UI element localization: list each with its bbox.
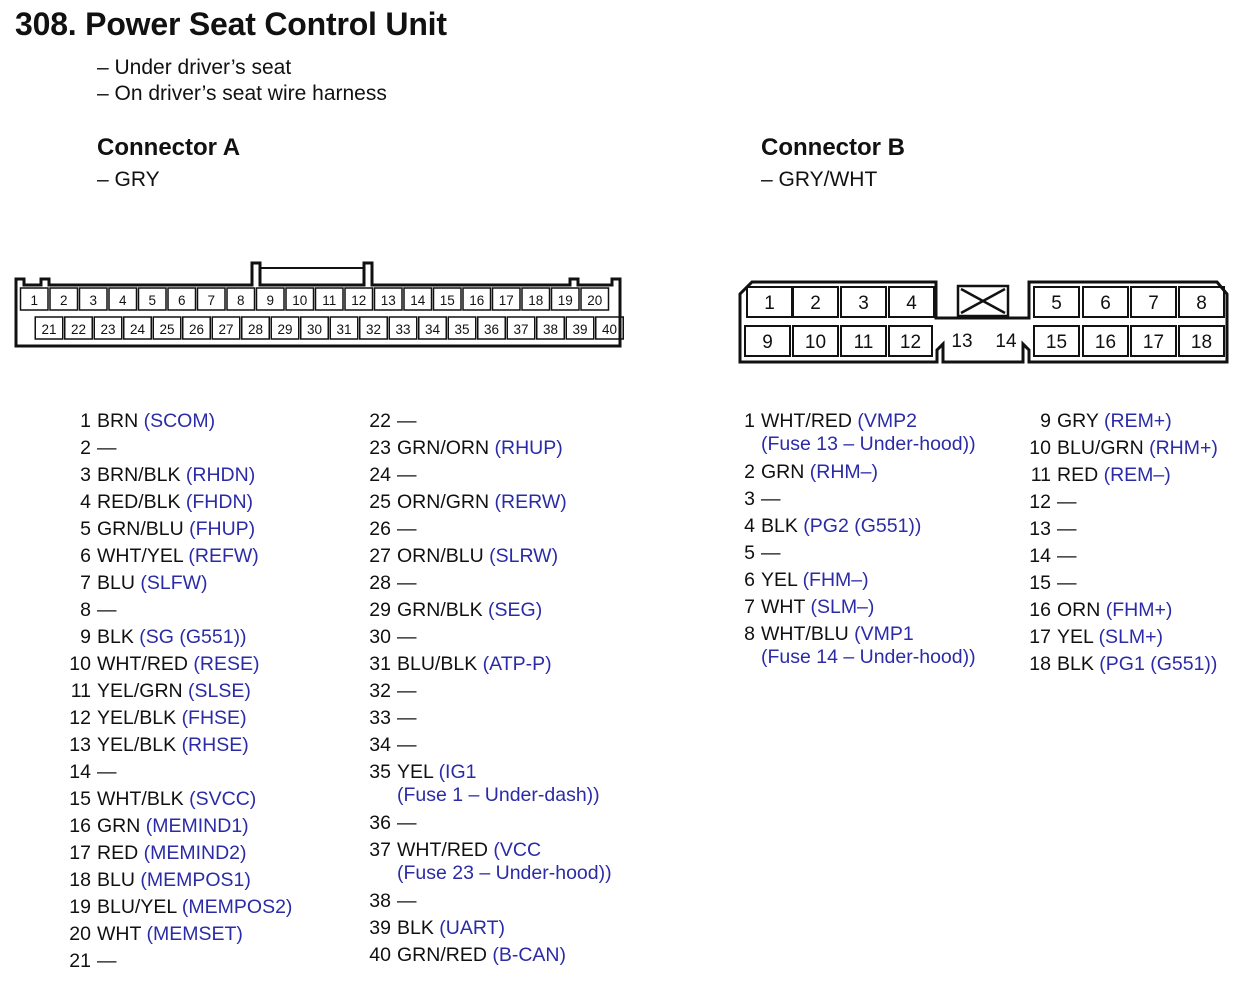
connector-a-cavity-label: 34 [424, 322, 441, 337]
pin-row [728, 621, 914, 648]
wire-color: BLU/BLK [397, 653, 478, 675]
connector-a-cavity-label: 28 [247, 322, 264, 337]
wire-color: YEL [1057, 626, 1094, 648]
wire-color: WHT [761, 596, 806, 618]
wire-color: — [1057, 572, 1077, 594]
wire-color: — [1057, 518, 1077, 540]
pin-row [728, 540, 781, 567]
pin-row [364, 570, 417, 597]
connector-a-cavity-label: 21 [41, 322, 57, 337]
pin-number: 16 [69, 815, 91, 837]
pin-number: 18 [69, 869, 91, 891]
signal-name: (SLSE) [188, 680, 251, 702]
wire-color: BLU/GRN [1057, 437, 1144, 459]
signal-name: (MEMIND2) [143, 842, 247, 864]
pin-number: 34 [369, 734, 391, 756]
wire-color: YEL/BLK [97, 707, 177, 729]
wire-color: WHT/RED [761, 410, 852, 432]
pin-row [364, 732, 417, 759]
connector-a-cavity-label: 4 [118, 293, 127, 308]
wire-color: GRN [97, 815, 141, 837]
pin-row [64, 597, 117, 624]
pin-number: 14 [1029, 545, 1051, 567]
pin-row [64, 543, 259, 570]
wire-color: — [97, 599, 117, 621]
wire-color: — [97, 437, 117, 459]
connector-b-cavity-label: 15 [1045, 332, 1068, 353]
pin-row [64, 813, 249, 840]
wire-color: — [761, 542, 781, 564]
connector-a-cavity-label: 40 [601, 322, 618, 337]
pin-number: 8 [80, 599, 91, 621]
connector-a-cavity-label: 7 [207, 293, 216, 308]
signal-name: (SG (G551)) [139, 626, 247, 648]
signal-name: (PG1 (G551)) [1099, 653, 1218, 675]
pin-row [364, 837, 541, 864]
wire-color: GRY [1057, 410, 1099, 432]
pin-number: 3 [744, 488, 755, 510]
signal-name: (SLRW) [489, 545, 559, 567]
pin-number: 3 [80, 464, 91, 486]
connector-a-cavity-label: 26 [188, 322, 205, 337]
wire-color: YEL [761, 569, 798, 591]
pin-number: 10 [1029, 437, 1051, 459]
connector-b-face [730, 270, 1230, 370]
signal-name: (MEMIND1) [145, 815, 249, 837]
pin-row [728, 459, 878, 486]
wire-color: BRN/BLK [97, 464, 181, 486]
pin-row [364, 624, 417, 651]
connector-b-cavity-label: 7 [1148, 293, 1159, 314]
signal-name: (MEMSET) [146, 923, 243, 945]
signal-name: (SVCC) [189, 788, 257, 810]
location-under-seat: – Under driver’s seat [97, 56, 292, 79]
pin-row [364, 408, 417, 435]
pin-number: 17 [1029, 626, 1051, 648]
wire-color: — [97, 761, 117, 783]
pin-number: 35 [369, 761, 391, 783]
signal-name: (RHUP) [494, 437, 563, 459]
location-wire-harness: – On driver’s seat wire harness [97, 82, 387, 105]
wire-color: — [397, 572, 417, 594]
pin-number: 26 [369, 518, 391, 540]
connector-b-title: Connector B [761, 134, 905, 161]
signal-name: (FHDN) [185, 491, 254, 513]
connector-b-cavity-label: 13 [951, 331, 973, 352]
signal-name: (RHM+) [1149, 437, 1218, 459]
connector-a-cavity-label: 37 [513, 322, 529, 337]
connector-a-face [0, 0, 640, 360]
pin-row [1024, 489, 1077, 516]
wire-color: — [397, 707, 417, 729]
connector-b-cavity-label: 12 [899, 332, 922, 353]
wire-color: BLK [97, 626, 134, 648]
pin-number: 37 [369, 839, 391, 861]
signal-name: (MEMPOS1) [140, 869, 251, 891]
pin-row [364, 759, 477, 786]
connector-b-cavity-label: 6 [1100, 293, 1111, 314]
pin-number: 1 [80, 410, 91, 432]
signal-name: (REFW) [188, 545, 259, 567]
pin-row [64, 489, 253, 516]
connector-a-cavity-label: 16 [469, 293, 485, 308]
connector-a-cavity-label: 11 [322, 293, 337, 308]
pin-number: 15 [1029, 572, 1051, 594]
connector-a-cavity-label: 8 [236, 293, 245, 308]
pin-number: 25 [369, 491, 391, 513]
pin-number: 32 [369, 680, 391, 702]
signal-name: (B-CAN) [492, 944, 567, 966]
connector-a-cavity-label: 33 [395, 322, 411, 337]
pin-row [64, 948, 117, 975]
pin-row [64, 732, 249, 759]
pin-row [728, 594, 874, 621]
connector-a-cavity-label: 29 [277, 322, 293, 337]
pin-number: 22 [369, 410, 391, 432]
pin-number: 40 [369, 944, 391, 966]
wire-color: WHT/BLU [761, 623, 849, 645]
signal-name: (RERW) [494, 491, 567, 513]
wire-color: GRN [761, 461, 805, 483]
signal-name: (SLM+) [1098, 626, 1164, 648]
pin-number: 15 [69, 788, 91, 810]
pin-row [64, 570, 208, 597]
wire-color: BRN [97, 410, 139, 432]
connector-a-cavity-label: 31 [336, 322, 352, 337]
signal-name: (VMP1 [854, 623, 914, 645]
connector-a-cavity-label: 15 [439, 293, 455, 308]
pin-row [1024, 435, 1218, 462]
signal-name: (UART) [439, 917, 505, 939]
pin-number: 39 [369, 917, 391, 939]
pin-row [1024, 570, 1077, 597]
pin-number: 17 [69, 842, 91, 864]
pin-row [1024, 651, 1217, 678]
pin-number: 7 [80, 572, 91, 594]
wire-color: BLK [397, 917, 434, 939]
pin-row [1024, 462, 1171, 489]
wire-color: BLK [761, 515, 798, 537]
connector-a-cavity-label: 18 [528, 293, 544, 308]
wire-color: YEL/GRN [97, 680, 183, 702]
wire-color: — [761, 488, 781, 510]
pin-number: 28 [369, 572, 391, 594]
connector-b-cavity-label: 10 [804, 332, 827, 353]
connector-a-cavity-label: 25 [159, 322, 175, 337]
wire-color: ORN [1057, 599, 1101, 621]
pin-number: 19 [69, 896, 91, 918]
connector-a-cavity-label: 19 [557, 293, 573, 308]
pin-row [64, 840, 247, 867]
pin-row [728, 486, 781, 513]
wire-color: — [1057, 491, 1077, 513]
connector-a-cavity-label: 38 [542, 322, 559, 337]
pin-number: 33 [369, 707, 391, 729]
signal-name: (RHM–) [809, 461, 879, 483]
wire-color: — [397, 890, 417, 912]
pin-row [64, 759, 117, 786]
wire-color: — [397, 626, 417, 648]
pin-row [1024, 408, 1172, 435]
pin-row [64, 624, 247, 651]
pin-row [64, 516, 255, 543]
pin-number: 14 [69, 761, 91, 783]
connector-b-cavity-label: 2 [810, 293, 821, 314]
page-title: 308. Power Seat Control Unit [15, 6, 447, 42]
connector-a-cavity-label: 6 [177, 293, 186, 308]
pin-number: 21 [69, 950, 91, 972]
pin-row [364, 651, 552, 678]
connector-a-cavity-label: 1 [30, 293, 39, 308]
connector-a-cavity-label: 14 [410, 293, 426, 308]
pin-number: 31 [369, 653, 391, 675]
pin-number: 9 [80, 626, 91, 648]
wire-color: RED [1057, 464, 1099, 486]
pin-number: 7 [744, 596, 755, 618]
pin-number: 30 [369, 626, 391, 648]
connector-b-cavity-label: 3 [858, 293, 869, 314]
connector-b-key [958, 286, 1008, 316]
wire-color: — [397, 734, 417, 756]
pin-row [1024, 624, 1163, 651]
pin-number: 20 [69, 923, 91, 945]
signal-name: (PG2 (G551)) [803, 515, 922, 537]
pin-number: 13 [1029, 518, 1051, 540]
signal-name: (REM+) [1103, 410, 1172, 432]
signal-name: (FHSE) [181, 707, 247, 729]
wire-color: RED/BLK [97, 491, 181, 513]
pin-row [364, 915, 505, 942]
pin-row [364, 516, 417, 543]
pin-row [364, 942, 566, 969]
wire-color: ORN/GRN [397, 491, 490, 513]
connector-a-cavity-label: 27 [218, 322, 234, 337]
wire-color: — [397, 518, 417, 540]
connector-a-cavity-label: 30 [306, 322, 323, 337]
signal-name: (MEMPOS2) [181, 896, 293, 918]
connector-a-cavity-label: 13 [380, 293, 396, 308]
wire-color: GRN/RED [397, 944, 487, 966]
pin-number: 11 [70, 680, 91, 702]
pin-number: 9 [1040, 410, 1051, 432]
wire-color: GRN/BLK [397, 599, 483, 621]
signal-name: (RHDN) [185, 464, 256, 486]
signal-name: (SLFW) [140, 572, 208, 594]
pin-number: 29 [369, 599, 391, 621]
pin-row [64, 651, 260, 678]
pin-row [64, 462, 255, 489]
connector-b-cavity-label: 18 [1190, 332, 1213, 353]
pin-row [728, 513, 921, 540]
signal-name: (SCOM) [143, 410, 216, 432]
connector-b-cavity-label: 9 [762, 332, 773, 353]
signal-name: (VMP2 [857, 410, 918, 432]
connector-b-cavity-label: 16 [1094, 332, 1117, 353]
pin-number: 38 [369, 890, 391, 912]
pin-number: 8 [744, 623, 755, 645]
pin-number: 10 [69, 653, 91, 675]
pin-row [64, 435, 117, 462]
wire-color: — [397, 410, 417, 432]
signal-name: (RHSE) [181, 734, 249, 756]
connector-a-cavity-label: 3 [89, 293, 98, 308]
connector-a-cavity-label: 24 [129, 322, 146, 337]
pin-number: 12 [1029, 491, 1051, 513]
pin-number: 24 [369, 464, 391, 486]
wire-color: — [397, 464, 417, 486]
signal-name: (IG1 [438, 761, 477, 783]
pin-number: 36 [369, 812, 391, 834]
pin-number: 27 [369, 545, 391, 567]
wire-color: YEL [397, 761, 434, 783]
pin-row [64, 921, 243, 948]
wire-color: YEL/BLK [97, 734, 177, 756]
pin-row [364, 888, 417, 915]
wire-color: BLU [97, 869, 135, 891]
wire-color: RED [97, 842, 139, 864]
pin-row [64, 894, 292, 921]
pin-row [64, 786, 256, 813]
pin-row [1024, 597, 1172, 624]
pin-number: 1 [744, 410, 755, 432]
pin-row [364, 597, 542, 624]
pin-row [364, 489, 567, 516]
connector-b-cavity-label: 11 [853, 332, 874, 353]
connector-b-cavity-label: 5 [1051, 293, 1062, 314]
connector-a-cavity-label: 5 [148, 293, 157, 308]
wire-color: WHT/BLK [97, 788, 184, 810]
pin-row [728, 567, 869, 594]
connector-a-cavity-label: 35 [454, 322, 470, 337]
connector-b-cavity-label: 17 [1142, 332, 1165, 353]
pin-number: 23 [369, 437, 391, 459]
pin-number: 18 [1029, 653, 1051, 675]
signal-name: (FHM+) [1105, 599, 1173, 621]
pin-row [364, 543, 558, 570]
wire-color: WHT/RED [397, 839, 488, 861]
pin-number: 16 [1029, 599, 1051, 621]
signal-name: (RESE) [193, 653, 260, 675]
wire-color: — [1057, 545, 1077, 567]
pin-row [64, 705, 247, 732]
connector-a-cavity-label: 2 [59, 293, 68, 308]
pin-row [64, 867, 251, 894]
pin-row [364, 705, 417, 732]
signal-name: (VCC [493, 839, 542, 861]
connector-a-cavity-label: 10 [292, 293, 308, 308]
pin-number: 11 [1030, 464, 1051, 486]
wire-color: — [397, 680, 417, 702]
wire-color: WHT [97, 923, 142, 945]
connector-a-cavity-label: 12 [351, 293, 367, 308]
connector-a-cavity-label: 39 [572, 322, 588, 337]
signal-name: (REM–) [1103, 464, 1171, 486]
signal-name: (ATP-P) [482, 653, 552, 675]
pin-number: 13 [69, 734, 91, 756]
signal-fuse-note: (Fuse 14 – Under-hood)) [761, 646, 976, 668]
pin-row [364, 678, 417, 705]
connector-b-cavity-label: 4 [906, 293, 917, 314]
pin-number: 5 [80, 518, 91, 540]
wire-color: ORN/BLU [397, 545, 484, 567]
connector-a-color: – GRY [97, 168, 160, 191]
pin-row [364, 435, 563, 462]
signal-name: (FHM–) [802, 569, 869, 591]
wire-color: GRN/BLU [97, 518, 184, 540]
pin-number: 6 [744, 569, 755, 591]
wire-color: BLU/YEL [97, 896, 177, 918]
pin-row [64, 678, 251, 705]
pin-number: 4 [744, 515, 755, 537]
connector-a-cavity-label: 32 [365, 322, 382, 337]
wire-color: GRN/ORN [397, 437, 490, 459]
connector-a-cavity-label: 23 [100, 322, 116, 337]
pin-number: 12 [69, 707, 91, 729]
connector-a-cavity-label: 36 [483, 322, 500, 337]
signal-name: (FHUP) [189, 518, 256, 540]
wire-color: WHT/RED [97, 653, 188, 675]
signal-fuse-note: (Fuse 1 – Under-dash)) [397, 784, 600, 806]
pin-number: 6 [80, 545, 91, 567]
connector-a-cavity-label: 17 [498, 293, 514, 308]
signal-fuse-note: (Fuse 23 – Under-hood)) [397, 862, 612, 884]
connector-b-color: – GRY/WHT [761, 168, 878, 191]
pin-number: 4 [80, 491, 91, 513]
connector-b-cavity-label: 8 [1196, 293, 1207, 314]
wire-color: — [97, 950, 117, 972]
wire-color: WHT/YEL [97, 545, 183, 567]
pin-row [1024, 543, 1077, 570]
signal-name: (SLM–) [810, 596, 875, 618]
pin-row [64, 408, 215, 435]
connector-b-cavity-label: 14 [995, 331, 1017, 352]
connector-b-cavity-label: 1 [764, 293, 775, 314]
pin-row [1024, 516, 1077, 543]
connector-a-title: Connector A [97, 134, 241, 161]
signal-name: (SEG) [488, 599, 543, 621]
pin-row [364, 462, 417, 489]
connector-a-cavity-label: 20 [587, 293, 603, 308]
connector-a-cavity-label: 9 [266, 293, 275, 308]
pin-number: 2 [80, 437, 91, 459]
connector-a-cavity-label: 22 [70, 322, 87, 337]
signal-fuse-note: (Fuse 13 – Under-hood)) [761, 433, 976, 455]
pin-number: 5 [744, 542, 755, 564]
pin-number: 2 [744, 461, 755, 483]
pin-row [364, 810, 417, 837]
wire-color: BLK [1057, 653, 1094, 675]
pin-row [728, 408, 917, 435]
wire-color: BLU [97, 572, 135, 594]
wire-color: — [397, 812, 417, 834]
